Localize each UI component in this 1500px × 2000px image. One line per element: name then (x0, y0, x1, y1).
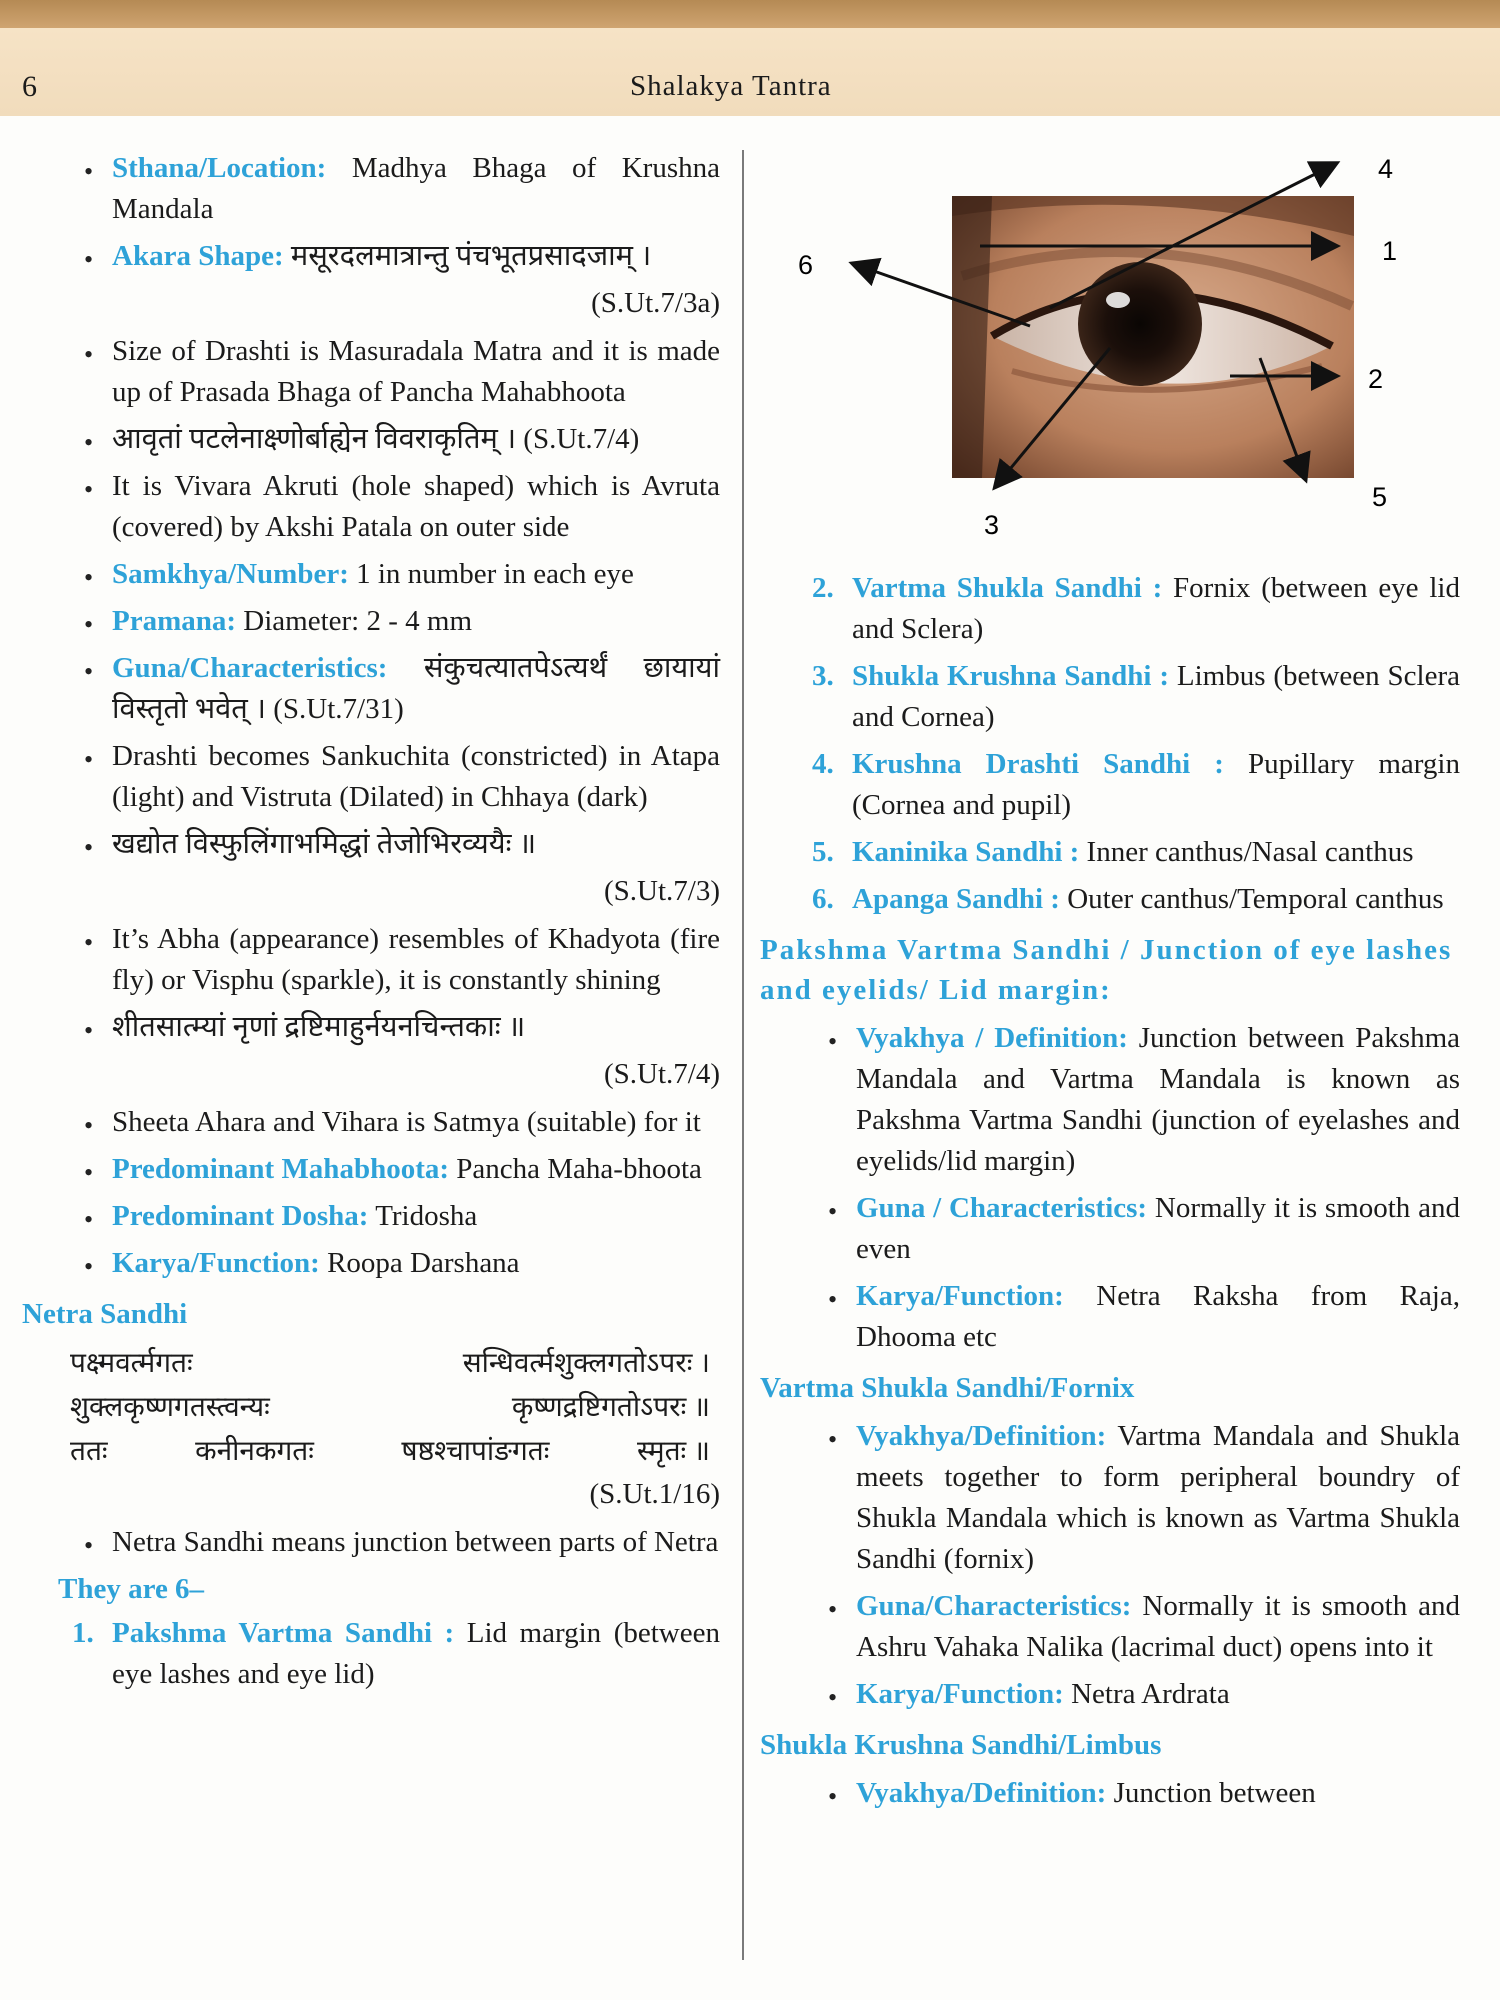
figure-label: 1 (1382, 236, 1398, 266)
bullet-text: मसूरदलमात्रान्तु पंचभूतप्रसादजाम् । (283, 240, 652, 272)
drashti-bullets-d (70, 1102, 720, 1284)
bullet-item (70, 148, 720, 230)
shloka-text: सन्धिवर्त्मशुक्लगतोऽपरः । (462, 1348, 710, 1379)
bullet-item (70, 601, 720, 642)
sandhi-item-1 (58, 1613, 720, 1695)
item-label: Vartma Shukla Sandhi : (852, 572, 1163, 604)
bullet-item (70, 236, 720, 277)
bullet-item (70, 1007, 720, 1048)
bullet-text: It is Vivara Akruti (hole shaped) which is Avruta (covered) by Akshi Patala on outer side (112, 470, 720, 543)
item-text: Lid margin (between eye lashes and eye lid) (112, 1617, 720, 1690)
sandhi-item (760, 832, 1460, 873)
item-label: Apanga Sandhi : (852, 883, 1060, 915)
bullet-text: Sheeta Ahara and Vihara is Satmya (suitable) for it (112, 1106, 701, 1138)
shloka-text: पक्ष्मवर्त्मगतः (70, 1348, 193, 1379)
bullet-text: संकुचत्यातपेऽत्यर्थं छायायां विस्तृतो भवेत् । (S.Ut.7/31) (112, 652, 720, 725)
bullet-label: Guna/Characteristics: (112, 652, 388, 684)
sandhi-items (760, 568, 1460, 920)
item-text: Fornix (between eye lid and Sclera) (852, 572, 1460, 645)
section-heading-fornix: Vartma Shukla Sandhi/Fornix (760, 1372, 1135, 1404)
reference: (S.Ut.7/4) (604, 1058, 720, 1090)
bullet-item (760, 1773, 1460, 1814)
reference: (S.Ut.7/3) (604, 875, 720, 907)
bullet-item (70, 736, 720, 818)
item-text: Inner canthus/Nasal canthus (1079, 836, 1414, 868)
bullet-label: Predominant Mahabhoota: (112, 1153, 450, 1185)
figure-label: 3 (984, 510, 1000, 540)
bullet-text: Madhya Bhaga of Krushna Mandala (112, 152, 720, 225)
drashti-bullets-c (70, 919, 720, 1048)
shloka-text: ततः (70, 1436, 108, 1467)
item-label: Kaninika Sandhi : (852, 836, 1080, 868)
bullet-text: Pancha Maha-bhoota (449, 1153, 702, 1185)
pakshma-bullets (760, 1018, 1460, 1358)
bullet-item (70, 919, 720, 1001)
bullet-text: Normally it is smooth and even (856, 1192, 1460, 1265)
bullet-text: Netra Sandhi means junction between parts of Netra (112, 1526, 719, 1558)
bullet-item (70, 554, 720, 595)
item-number: 1. (72, 1617, 94, 1649)
bullet-label: Vyakhya / Definition: (856, 1022, 1128, 1054)
bullet-label: Sthana/Location: (112, 152, 327, 184)
bullet-text: It’s Abha (appearance) resembles of Khadyota (fire fly) or Visphu (sparkle), it is constantly shining (112, 923, 720, 996)
drashti-bullets-b (70, 331, 720, 865)
bullet-item (70, 648, 720, 730)
bullet-label: Akara Shape: (112, 240, 284, 272)
bullet-label: Guna/Characteristics: (856, 1590, 1132, 1622)
item-text: Limbus (between Sclera and Cornea) (852, 660, 1460, 733)
sandhi-item (760, 744, 1460, 826)
sandhi-item (760, 568, 1460, 650)
bullet-item (70, 466, 720, 548)
shloka-line (70, 1342, 710, 1386)
bullet-item (760, 1674, 1460, 1715)
bullet-label: Vyakhya/Definition: (856, 1420, 1107, 1452)
bullet-item (70, 1243, 720, 1284)
reference: (S.Ut.7/3a) (591, 287, 720, 319)
figure-label: 5 (1372, 482, 1388, 512)
reference: (S.Ut.1/16) (589, 1478, 720, 1510)
bullet-item (70, 419, 720, 460)
bullet-text: Roopa Darshana (319, 1247, 520, 1279)
bullet-label: Guna / Characteristics: (856, 1192, 1148, 1224)
shloka-line (70, 1430, 710, 1474)
figure-label: 4 (1378, 154, 1394, 184)
item-number: 5. (812, 836, 834, 868)
section-heading-limbus: Shukla Krushna Sandhi/Limbus (760, 1729, 1162, 1761)
bullet-item (70, 1102, 720, 1143)
arrow-line (996, 348, 1110, 486)
shloka-text: कनीनकगतः (195, 1436, 314, 1467)
sandhi-item (760, 879, 1460, 920)
bullet-item (70, 1196, 720, 1237)
fornix-bullets (760, 1416, 1460, 1715)
bullet-item (70, 331, 720, 413)
page-number: 6 (22, 70, 37, 103)
shloka-text: शुक्लकृष्णगतस्त्वन्यः (70, 1392, 270, 1423)
bullet-label: Karya/Function: (112, 1247, 320, 1279)
running-title: Shalakya Tantra (630, 70, 832, 102)
netra-sandhi-bullet (70, 1522, 720, 1563)
bullet-label: Samkhya/Number: (112, 558, 349, 590)
item-text: Pupillary margin (Cornea and pupil) (852, 748, 1460, 821)
bullet-label: Pramana: (112, 605, 237, 637)
bullet-text: Tridosha (368, 1200, 478, 1232)
shloka-text: कृष्णद्रष्टिगतोऽपरः ॥ (511, 1392, 710, 1423)
section-heading-netra-sandhi: Netra Sandhi (22, 1298, 188, 1330)
bullet-text: Netra Raksha from Raja, Dhooma etc (856, 1280, 1460, 1353)
item-label: Krushna Drashti Sandhi : (852, 748, 1224, 780)
sanskrit-shloka (70, 1342, 720, 1474)
arrow-line (1050, 164, 1335, 308)
shloka-line (70, 1386, 710, 1430)
shloka-text: स्मृतः ॥ (636, 1436, 710, 1467)
bullet-text: Normally it is smooth and Ashru Vahaka Nalika (lacrimal duct) opens into it (856, 1590, 1460, 1663)
bullet-text: शीतसात्म्यां नृणां द्रष्टिमाहुर्नयनचिन्तकाः ॥ (112, 1011, 526, 1043)
they-are-heading: They are 6– (58, 1573, 205, 1605)
bullet-text: Junction between (1106, 1777, 1316, 1809)
drashti-bullets-a (70, 148, 720, 277)
section-heading-pakshma: Pakshma Vartma Sandhi / Junction of eye lashes and eyelids/ Lid margin: (760, 934, 1453, 1006)
bullet-label: Karya/Function: (856, 1280, 1064, 1312)
bullet-text: Netra Ardrata (1063, 1678, 1230, 1710)
bullet-item (70, 1149, 720, 1190)
bullet-item (760, 1586, 1460, 1668)
right-column (760, 148, 1460, 1820)
bullet-text: Junction between Pakshma Mandala and Vartma Mandala is known as Pakshma Vartma Sandhi (junction of eyelashes and eyelids/lid margin) (856, 1022, 1461, 1177)
column-divider (742, 150, 744, 1960)
bullet-label: Karya/Function: (856, 1678, 1064, 1710)
item-number: 3. (812, 660, 834, 692)
bullet-label: Vyakhya/Definition: (856, 1777, 1107, 1809)
bullet-text: Diameter: 2 - 4 mm (236, 605, 472, 637)
bullet-item (760, 1188, 1460, 1270)
bullet-item (760, 1018, 1460, 1182)
bullet-text: Drashti becomes Sankuchita (constricted) in Atapa (light) and Vistruta (Dilated) in Chhaya (dark) (112, 740, 720, 813)
figure-label: 2 (1368, 364, 1384, 394)
bullet-item (760, 1416, 1460, 1580)
item-number: 2. (812, 572, 834, 604)
bullet-item (70, 824, 720, 865)
bullet-label: Predominant Dosha: (112, 1200, 369, 1232)
bullet-text: Vartma Mandala and Shukla meets together to form peripheral boundry of Shukla Mandala which is known as Vartma Shukla Sandhi (fornix) (856, 1420, 1460, 1575)
item-number: 6. (812, 883, 834, 915)
eye-figure (760, 148, 1460, 568)
figure-arrows (760, 148, 1460, 568)
left-column (22, 148, 720, 1701)
item-label: Pakshma Vartma Sandhi : (112, 1617, 455, 1649)
bullet-text: आवृतां पटलेनाक्ष्णोर्बाह्येन विवराकृतिम् । (S.Ut.7/4) (112, 423, 640, 455)
bullet-text: 1 in number in each eye (348, 558, 634, 590)
item-label: Shukla Krushna Sandhi : (852, 660, 1170, 692)
bullet-text: खद्योत विस्फुलिंगाभमिद्धां तेजोभिरव्ययैः ॥ (112, 828, 537, 860)
bullet-text: Size of Drashti is Masuradala Matra and it is made up of Prasada Bhaga of Pancha Mahabhoota (112, 335, 720, 408)
limbus-bullets (760, 1773, 1460, 1814)
top-band (0, 0, 1500, 28)
item-number: 4. (812, 748, 834, 780)
sandhi-item (760, 656, 1460, 738)
arrow-line (854, 264, 1030, 326)
item-text: Outer canthus/Temporal canthus (1059, 883, 1444, 915)
figure-label: 6 (798, 250, 814, 280)
bullet-item (760, 1276, 1460, 1358)
shloka-text: षष्ठश्चापांङगतः (401, 1436, 550, 1467)
